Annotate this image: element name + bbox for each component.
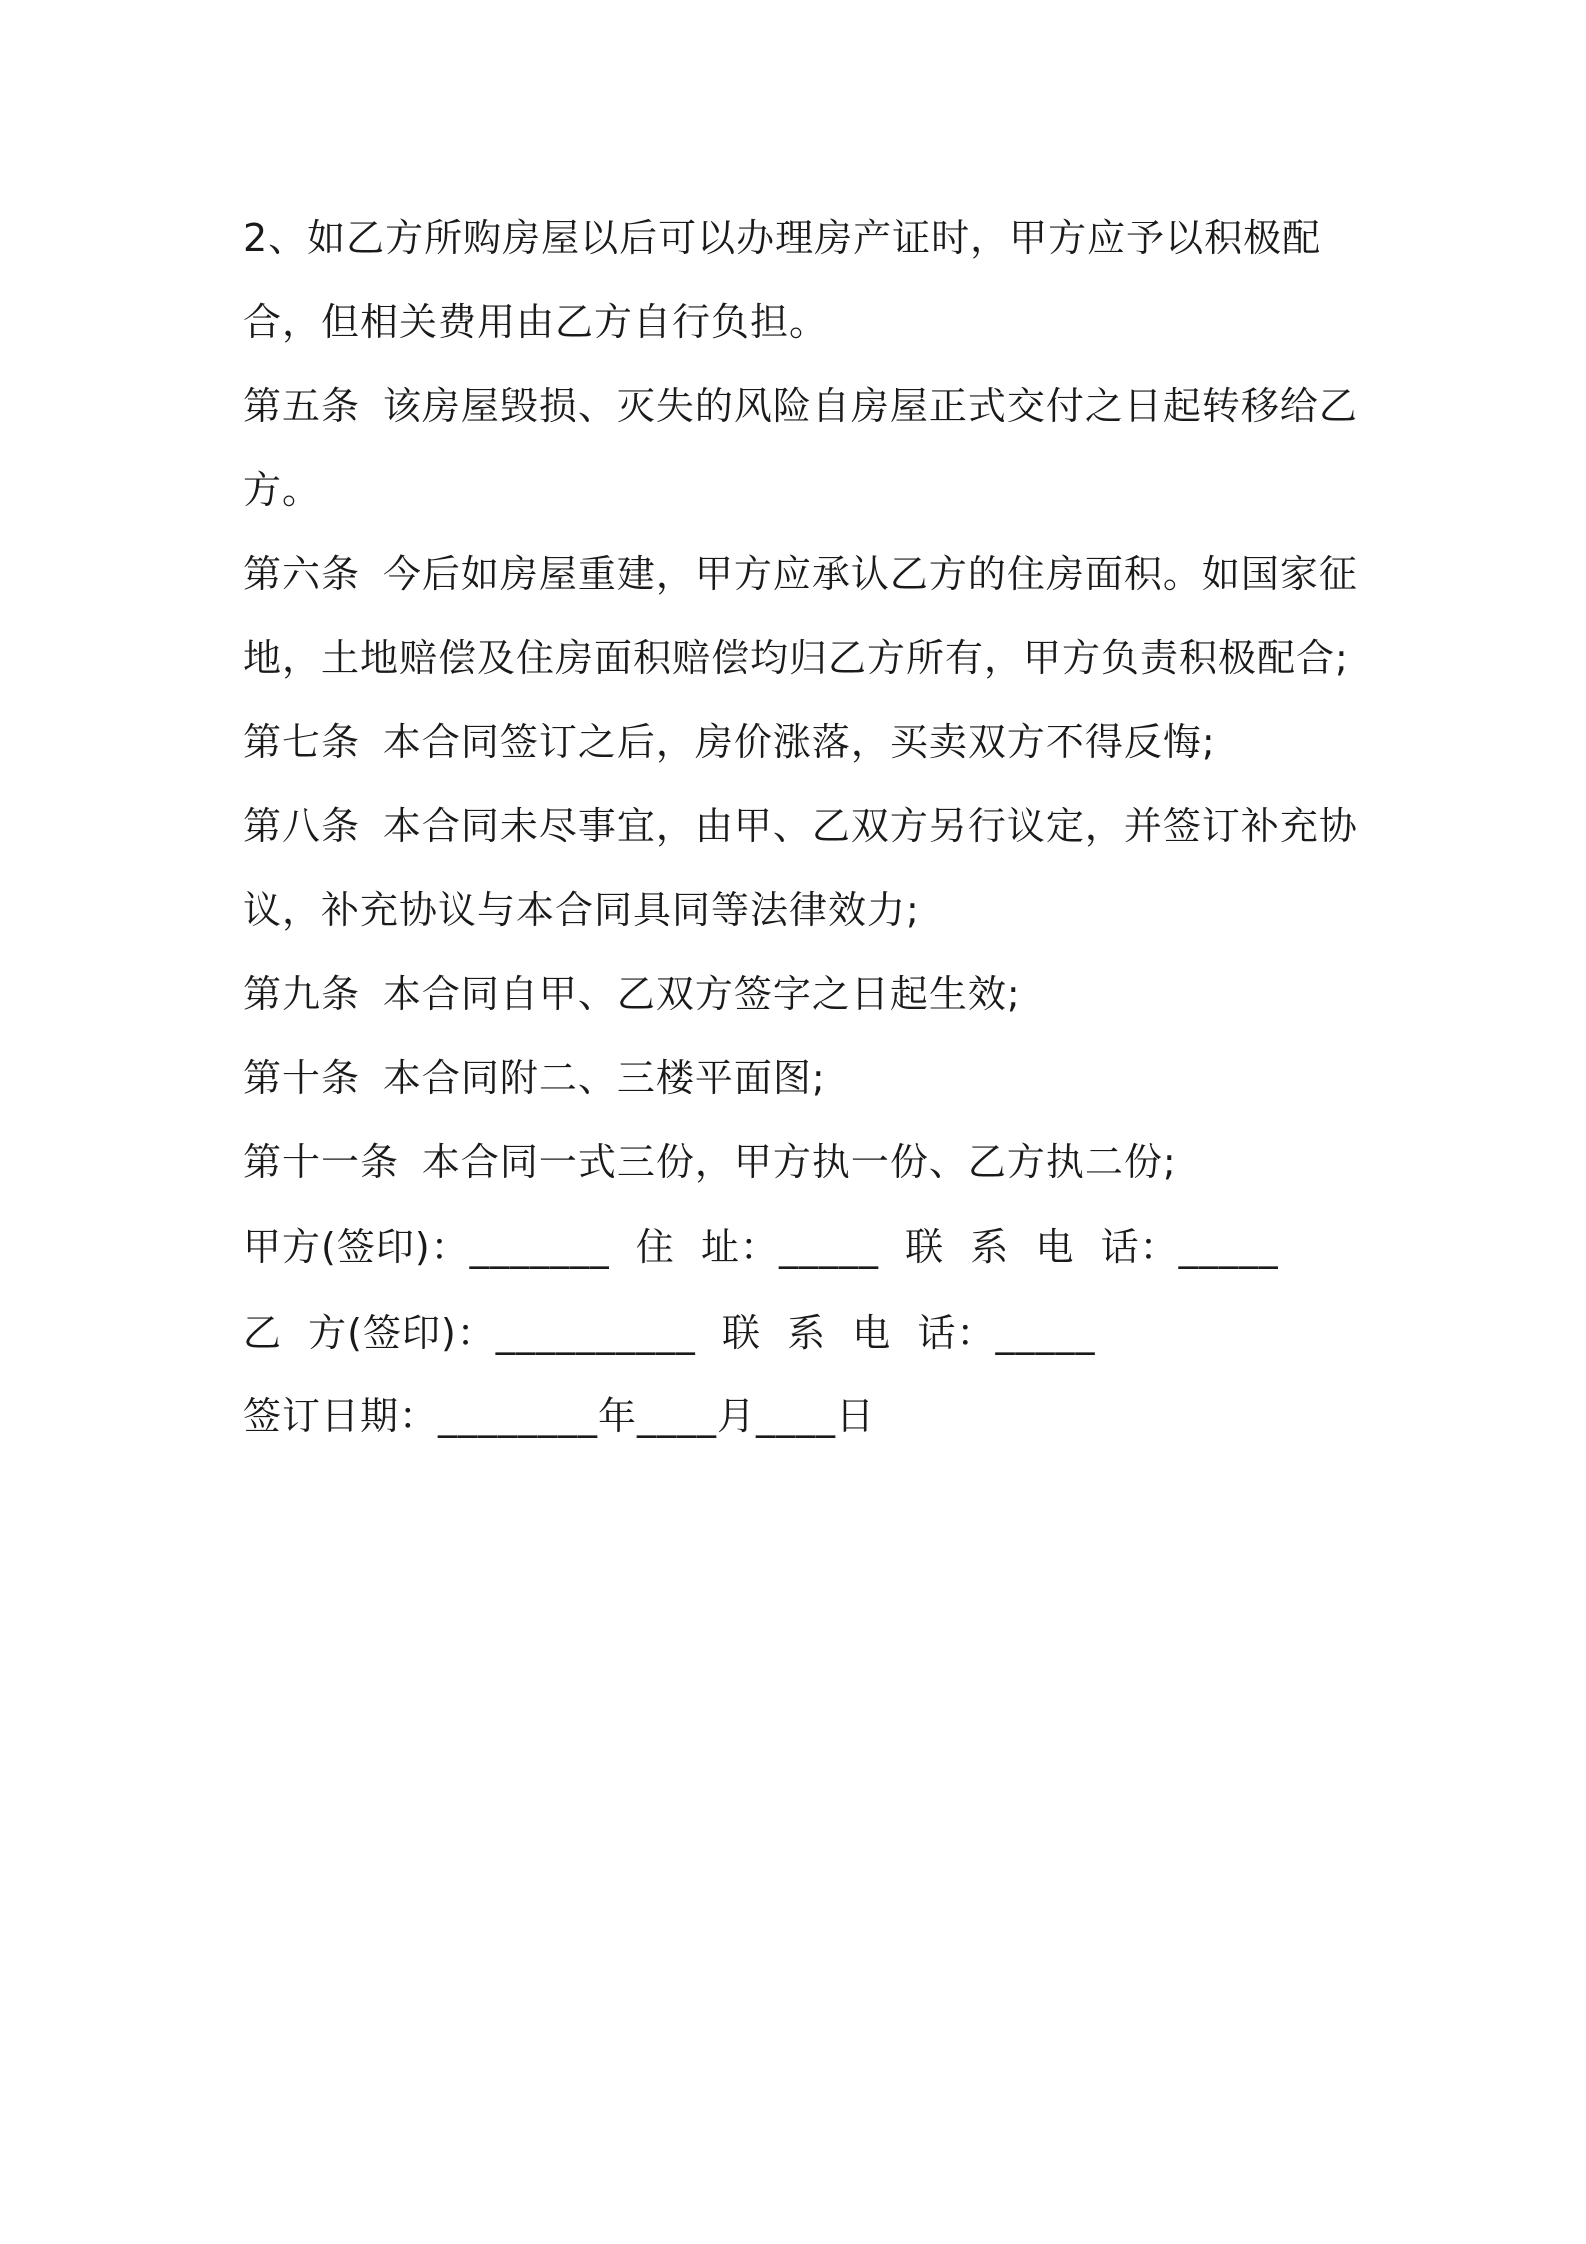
signing-date-line: 签订日期：________年____月____日 <box>243 1394 876 1438</box>
article-number: 第九条 <box>243 972 361 1016</box>
contract-body <box>243 196 1363 1456</box>
article-8 <box>243 784 1363 952</box>
article-text: 本合同附二、三楼平面图; <box>382 1056 826 1100</box>
party-b-signature-line: 乙 方(签印)：__________ 联 系 电 话：_____ <box>243 1311 1096 1355</box>
article-text: 本合同一式三份，甲方执一份、乙方执二份; <box>421 1140 1177 1184</box>
article-number: 第五条 <box>243 384 361 428</box>
article-text: 本合同签订之后，房价涨落，买卖双方不得反悔; <box>382 720 1216 764</box>
article-6 <box>243 532 1363 700</box>
article-11 <box>243 1120 1363 1204</box>
clause-2-property-certificate <box>243 196 1363 364</box>
article-number: 第十一条 <box>243 1140 400 1184</box>
article-text: 本合同自甲、乙双方签字之日起生效; <box>382 972 1021 1016</box>
article-number: 第八条 <box>243 804 361 848</box>
party-a-signature-line: 甲方(签印)：_______ 住 址：_____ 联 系 电 话：_____ <box>243 1225 1279 1269</box>
article-number: 第七条 <box>243 720 361 764</box>
article-number: 第六条 <box>243 552 361 596</box>
article-number: 第十条 <box>243 1056 361 1100</box>
article-5 <box>243 364 1363 532</box>
article-text: 该房屋毁损、灭失的风险自房屋正式交付之日起转移给乙方。 <box>243 384 1358 512</box>
article-text: 今后如房屋重建，甲方应承认乙方的住房面积。如国家征地，土地赔偿及住房面积赔偿均归乙方所有，甲方负责积极配合; <box>243 552 1358 680</box>
article-text: 本合同未尽事宜，由甲、乙双方另行议定，并签订补充协议，补充协议与本合同具同等法律效力; <box>243 804 1358 932</box>
article-9 <box>243 952 1363 1036</box>
article-10 <box>243 1036 1363 1120</box>
article-7 <box>243 700 1363 784</box>
clause-text: 2、如乙方所购房屋以后可以办理房产证时，甲方应予以积极配合，但相关费用由乙方自行负担。 <box>243 216 1322 344</box>
